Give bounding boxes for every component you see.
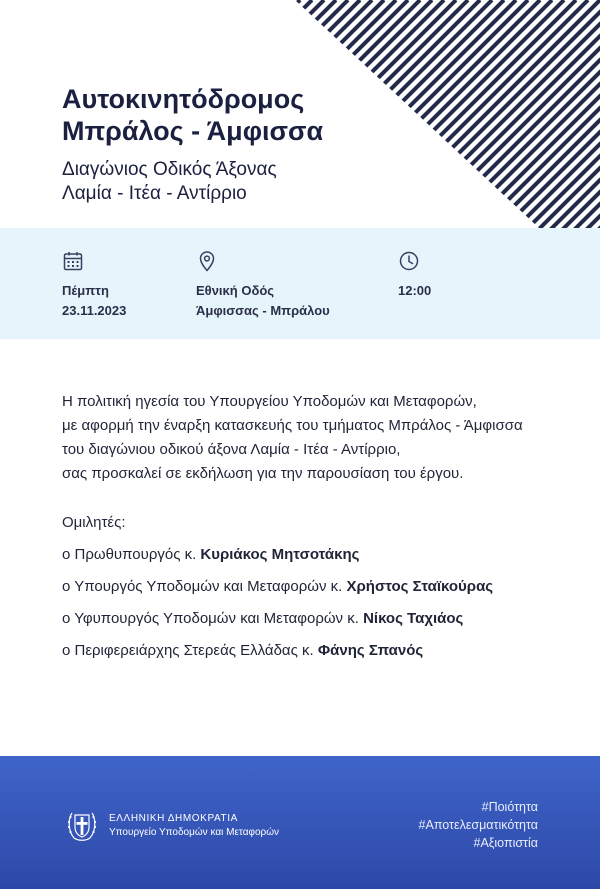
speakers-list [62, 511, 562, 663]
clock-icon [398, 250, 420, 272]
speaker-item [62, 575, 562, 599]
event-details-band [0, 228, 600, 339]
ministry-name: Υπουργείο Υποδομών και Μεταφορών [109, 827, 280, 838]
speaker-item [62, 607, 562, 631]
invitation-paragraph [62, 390, 562, 486]
speaker-name: Νίκος Ταχιάος [363, 610, 464, 627]
footer-band [0, 756, 600, 889]
hashtag: #Αξιοπιστία [473, 836, 538, 850]
speaker-role: ο Περιφερειάρχης Στερεάς Ελλάδας κ. [62, 642, 318, 659]
event-subtitle-line: Διαγώνιος Οδικός Άξονας [62, 159, 277, 180]
event-time [398, 250, 431, 301]
speaker-name: Φάνης Σπανός [317, 642, 424, 659]
invitation-body [62, 390, 562, 663]
event-title [62, 83, 402, 147]
speaker-name: Χρήστος Σταϊκούρας [346, 578, 494, 595]
hero-section [62, 83, 402, 206]
event-title-line: Μπράλος - Άμφισσα [62, 116, 324, 146]
invitation-line: με αφορμή την έναρξη κατασκευής του τμήματος Μπράλος - Άμφισσα [62, 417, 523, 434]
invitation-line: Η πολιτική ηγεσία του Υπουργείου Υποδομών και Μεταφορών, [62, 393, 477, 410]
org-name: ΕΛΛΗΝΙΚΗ ΔΗΜΟΚΡΑΤΙΑ [109, 813, 238, 824]
speaker-role: ο Υφυπουργός Υποδομών και Μεταφορών κ. [62, 610, 364, 627]
invitation-line: του διαγώνιου οδικού άξονα Λαμία - Ιτέα - Αντίρριο, [62, 441, 401, 458]
hellenic-republic-emblem-icon [64, 807, 100, 845]
ministry-branding [109, 812, 279, 840]
invitation-line: σας προσκαλεί σε εκδήλωση για την παρουσίαση του έργου. [62, 465, 464, 482]
speakers-heading: Ομιλητές: [62, 514, 126, 531]
speaker-role: ο Πρωθυπουργός κ. [62, 546, 201, 563]
hashtag: #Αποτελεσματικότητα [418, 818, 538, 832]
event-date-value: 23.11.2023 [62, 303, 127, 318]
event-time-value: 12:00 [398, 283, 432, 298]
event-date [62, 250, 126, 321]
speaker-name: Κυριάκος Μητσοτάκης [200, 546, 360, 563]
hashtag: #Ποιότητα [481, 800, 538, 814]
calendar-icon [62, 250, 84, 272]
speaker-role: ο Υπουργός Υποδομών και Μεταφορών κ. [62, 578, 347, 595]
event-location-section: Άμφισσας - Μπράλου [196, 303, 330, 318]
speaker-item [62, 639, 562, 663]
event-location-road: Εθνική Οδός [196, 283, 275, 298]
event-title-line: Αυτοκινητόδρομος [62, 84, 305, 114]
speaker-item [62, 543, 562, 567]
event-subtitle-line: Λαμία - Ιτέα - Αντίρριο [62, 183, 247, 204]
hashtags [419, 798, 538, 852]
event-weekday: Πέμπτη [62, 283, 109, 298]
event-location [196, 250, 330, 321]
location-pin-icon [196, 250, 218, 272]
event-subtitle [62, 158, 402, 206]
